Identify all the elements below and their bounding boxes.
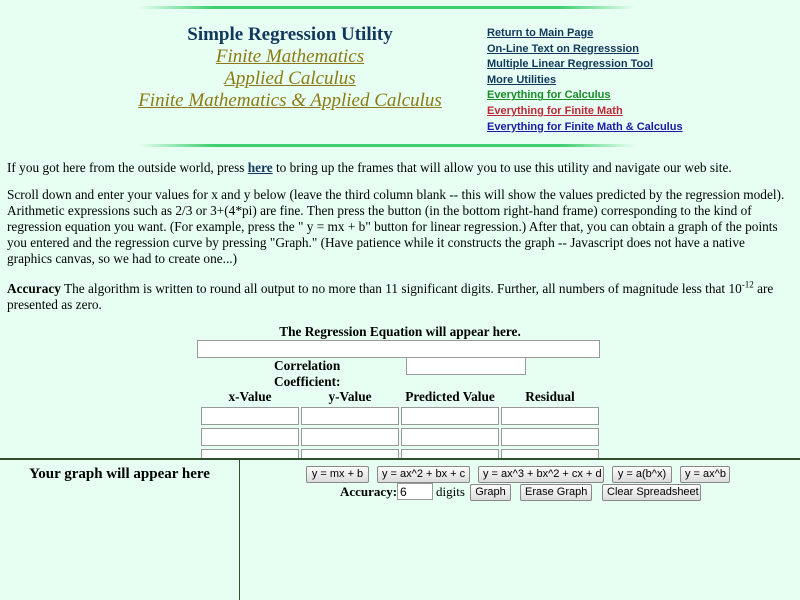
digits-label: digits: [436, 484, 465, 499]
y-value-header: y-Value: [328, 389, 372, 404]
exponential-regression-button[interactable]: y = a(b^x): [612, 466, 672, 483]
accuracy-note-text: The algorithm is written to round all output to no more than 11 significant digits. Further, all numbers of magnitude less that 10: [60, 281, 742, 296]
predicted-cell[interactable]: [401, 428, 499, 446]
everything-finite-link[interactable]: Everything for Finite Math: [487, 104, 623, 117]
side-links: [487, 26, 683, 135]
more-utilities-link[interactable]: More Utilities: [487, 73, 557, 86]
erase-graph-button[interactable]: Erase Graph: [520, 484, 592, 501]
return-main-link[interactable]: Return to Main Page: [487, 27, 594, 39]
instructions-paragraph: Scroll down and enter your values for x and y below (leave the third column blank -- this will show the values predicted by the regression model). Arithmetic expressions such as 2/3 or 3+(4*pi) are fine. Then press the button (in the bottom right-hand frame) corresponding to the kind of regression equation you want. (For example, press the " y = mx + b" button for linear regression.) After that, you can obtain a graph of the points you entered and the regression curve by pressing "Graph." (Have patience while it constructs the graph -- Javascript does not have a native graphics canvas, so we had to create one...): [7, 187, 785, 266]
predicted-value-header: Predicted Value: [405, 389, 495, 404]
intro-text-before: If you got here from the outside world, press: [7, 160, 248, 175]
graph-frame: [0, 460, 239, 600]
correlation-output[interactable]: [406, 357, 526, 375]
online-text-link[interactable]: On-Line Text on Regresssion: [487, 42, 639, 55]
y-cell[interactable]: [301, 428, 399, 446]
power-regression-button[interactable]: y = ax^b: [680, 466, 730, 483]
accuracy-input[interactable]: [397, 483, 433, 500]
everything-calculus-link[interactable]: Everything for Calculus: [487, 89, 611, 102]
correlation-label: Correlation Coefficient:: [274, 358, 341, 389]
controls-frame: [240, 460, 800, 600]
page-title: Simple Regression Utility: [187, 24, 393, 45]
residual-cell[interactable]: [501, 428, 599, 446]
cubic-regression-button[interactable]: y = ax^3 + bx^2 + cx + d: [478, 466, 604, 483]
predicted-cell[interactable]: [401, 407, 499, 425]
multiple-regression-link[interactable]: Multiple Linear Regression Tool: [487, 58, 654, 71]
applied-calculus-link[interactable]: Applied Calculus: [224, 68, 356, 89]
top-rule: [138, 6, 635, 9]
x-cell[interactable]: [201, 428, 299, 446]
x-value-header: x-Value: [228, 389, 272, 404]
x-cell[interactable]: [201, 407, 299, 425]
equation-output[interactable]: [197, 340, 600, 358]
bottom-rule: [138, 144, 635, 147]
everything-both-link[interactable]: Everything for Finite Math & Calculus: [487, 120, 683, 133]
accuracy-note-label: Accuracy: [7, 281, 61, 296]
clear-spreadsheet-button[interactable]: Clear Spreadsheet: [602, 484, 701, 501]
accuracy-note-after: are presented as zero.: [7, 281, 774, 312]
finite-math-applied-calculus-link[interactable]: Finite Mathematics & Applied Calculus: [138, 90, 442, 111]
residual-header: Residual: [525, 389, 575, 404]
accuracy-label: Accuracy:: [340, 484, 398, 499]
intro-paragraph: [7, 160, 793, 176]
equation-label: The Regression Equation will appear here.: [279, 324, 521, 339]
accuracy-note-exponent: -12: [741, 279, 754, 290]
accuracy-paragraph: [7, 281, 793, 313]
finite-math-link[interactable]: Finite Mathematics: [215, 46, 365, 67]
graph-placeholder-label: Your graph will appear here: [29, 466, 210, 482]
residual-cell[interactable]: [501, 407, 599, 425]
title-block: [110, 24, 470, 112]
y-cell[interactable]: [301, 407, 399, 425]
intro-text-after: to bring up the frames that will allow you to use this utility and navigate our web site.: [272, 160, 732, 175]
frames-here-link[interactable]: here: [247, 160, 273, 175]
linear-regression-button[interactable]: y = mx + b: [306, 466, 369, 483]
quadratic-regression-button[interactable]: y = ax^2 + bx + c: [377, 466, 470, 483]
graph-button[interactable]: Graph: [470, 484, 511, 501]
